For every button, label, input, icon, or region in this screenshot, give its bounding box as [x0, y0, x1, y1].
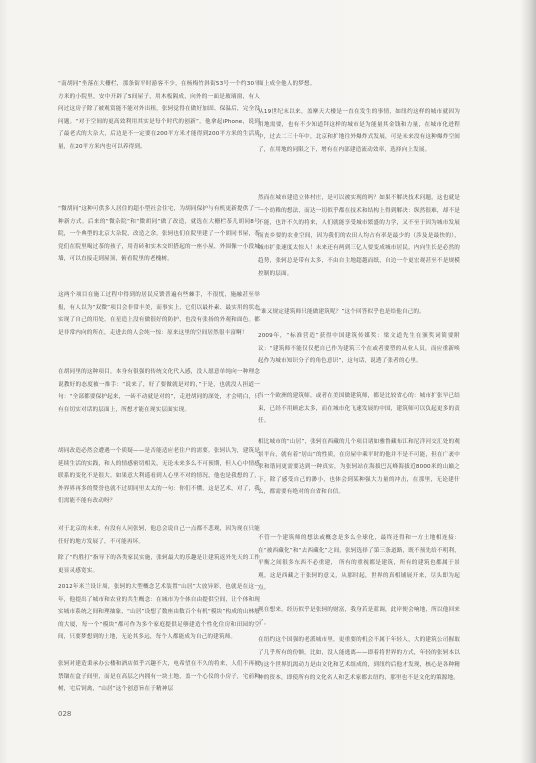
paragraph: 在纽约这个国强的老派城市里，更重要的机会不属于年轻人，大的建筑公司握取了几乎所有的份额，比如，没人能逃离——即着将世界的方式，年轻的张轲本以为这个世界饥渴动力是由文化和艺术组成的，到纽约后他才发现，核心是各种精神的资本，即使所有的文化名人和艺术家都去纽约，那里也不是文化的策源地。 — [258, 637, 460, 681]
paragraph: 张轲对建造秉承办公楼和酒店似乎兴趣不大，电希望在不久的将来，人们不再被禁锢在盒子间里，而是在高层之内拥有一块土地，盖一个心仪的小房子，宅前种树，宅后饲禽，“山居”这个创意旨在于精神层 — [58, 661, 260, 693]
paragraph: “南胡同”坐落在大栅栏，那条街平时游客不少，在杨梅竹斜街53号一个约30平方米的小院里，安中开辟了5间屋子，用木板隔成，向外的一面是玻璃窗，有人问过这房子除了被观赏能不能对外出租，张轲觉得在做好加固、保温后，完全没问题。“对于空间的更高效利用其实是每个时代的创新”，他拿起iPhone，说到了最老式的大杂大，后边是不一定要在200平方米才能得到200平方米的生活质量，在20平方米内也可以养得到。 — [58, 81, 260, 150]
paragraph: “微胡同”这种可供多人居住的超小型社会住宅，为胡同保护与有机更新提供了一种新方式。后来的“微杂院”和“微胡同”做了改造，就选在大栅栏茶儿胡同8号院，一个典型的北京大杂院，改造之余，张轲也们在院里建了一个胡同书屋，茶党们在院里喝过茶的孩子，用青砖和实木交织搭起的一座小屋，外围像一小段城墙，可以直接走到屋顶，俯看院里的老槐树。 — [58, 206, 260, 263]
paragraph: 2012年米兰设计周，张轲的大型概念艺术装置“山居”大放异彩，也就是在这一年，他提出了城市和农业的共生概念：在城市为个体自由提供空间，让个体和现实城市系统之间和理抽象，“山居”设想了数座由数百个有机“模块”构成的山林般的大厦，每一个“模块”都可作为多个家庭提供足够建造个性化住房和田园的空间，只要梦想到的土地，无论其多远，每个人都能成为自己的建筑师。 — [58, 584, 260, 641]
paragraph: 现在想来，经历似乎是张轲的财富，我身若是蓝调，此岸便会响地，所以他回来了。 — [258, 607, 460, 626]
spine-shadow — [520, 0, 536, 763]
paragraph: 胡同改造必然会遭遇一个质疑——是否能适应老住户的需要。张轲认为，建筑是延续生活的实践，和人的情感密切相关，无论未来多么不可预期，但人心中情感联系的变化不是很大。如果意大利遥看到人心里不对的情况，他也是我想的了，外界界再多的赞誉也就不过胡同里太太的一句：你们不懂，这是艺术，对了，我们需能不能有改动呀？ — [58, 448, 260, 505]
paragraph: 除了“约胜打”指导下的各类家民实施，张轲最大的乐趣是让建筑返外先天的工作更显灵感宽实。 — [58, 555, 260, 574]
paragraph: 面上成全他人的梦想。 — [258, 81, 316, 87]
paragraph: “谁又规定建筑师只能做建筑呢？”这个回答似乎也是给他自己的。 — [258, 309, 425, 315]
page-number: 028 — [58, 710, 72, 718]
paragraph: 相比城市的“山居”，张轲在西藏的几个项目诸如雅鲁藏布江和尼洋河交汇处的观景平台，就有着“居山”的性质，在房屋中乘平时的他并不是不可能，但在广袤中求和谐同更需要达到一种真实，为张轲站在海拔巴瓦峰海拔近8000米的山巅之下，除了感受自己的渺小，也体会到某种强大力量的冲击，在那里，无论建什么，都需要有绝对的自省和自信。 — [258, 439, 460, 496]
paragraph: 对于北京的未来，有没有人问张轲，他总会说自己一点都不悲观，因为现在只能任好的地方发展了，不可能再坏。 — [58, 526, 260, 545]
paragraph: 当一个欧洲的建筑师，或者在美国做建筑师，都是比较省心的：城市扩张早已结束，已经不用顾虑太多，而在城市化飞速发展的中国，建筑师可以负起更多的责任。 — [258, 393, 460, 425]
paragraph: 然而在城市建造立体村庄，是可以被实现的吗？如果不解决技术问题，这也就是一个幼稚的想法，而达一切似乎都在技术和结构上得到解决：纵然很难，却不是不能，也许不久的将来，人们就能享受城市繁盛的力学，又不至于因为城市发展而丧乡要的农业空间，因为我们的农田人均占有率是最少的（涉及是最快的），城市扩张速度太惊人！未来还有两到三亿人要变成城市居民，内向生长是必然的趋势，张轲总是带有太多，不由自主地超越而纸，自边一个更宏观甚至不是规模控制的层面。 — [258, 195, 460, 277]
paragraph: 在胡同里的这种项目，本身有很强的传统文化代入感，没人愿意单纯向一种理念说教好的态度被一推手：“说来了，好了要做就是对的，”于是，也就没人担道一句：“全部都要保护起来，一砖不动就是对的”，走进胡同的深处，才会明白，只有在切实对话的层面上，所想才能在现实层面实现。 — [58, 369, 260, 413]
paragraph: 从19世纪末以来，盖摩天大楼是一直在发生的事情，如纽约这样的城市就因为用地需要，也有不少知道拜这样的城市是为能量其金钱和力量，在城市化进程中，过去二三十年中，北京和扩地往外爆炸式发展，可是未来没有这种爆炸空间了，在用地的同限之下，增有在内部建造流动效率，选择向上发展。 — [258, 109, 460, 153]
paragraph: 这两个项目在施工过程中得到的居民反馈普遍有些棘手，不很忧，施融甚至举报，有人以为“双微”项目会非常丰美，而事实上，它们以最朴素、最实用的状态实现了自己的用处，在星造上没有做很好的防护，也没有张扬的外观和面色。都是非常内向的所在，走进去的人会纯一惊：原来这里的空间居然很丰富啊！ — [58, 292, 260, 336]
paragraph: 2009年，“标准营造”获得中国建筑传媒奖：梁文道先生在颁奖词简要附议：“建筑师不能仅仅把自已作为建筑三个在或者要塑的从业人员，而应重新唤起作为城市知识分子的角色意识”，这句话，说透了张者的心里。 — [258, 333, 460, 365]
paragraph: 不管一个建筑师的想法或概念是多么全球化，最终还得和一方土地相连接：在“被西藏化”和“去西藏化”之间，张轲选择了第三条道路，既不预先给不明利，平衡之间很多东西不必重建， 所有的重视都是建筑，所有的建筑也都属于景观，这是西藏之于张轲的意义，从那时起，世界的真相铺展开来，尽头即为起点。 — [258, 535, 460, 592]
